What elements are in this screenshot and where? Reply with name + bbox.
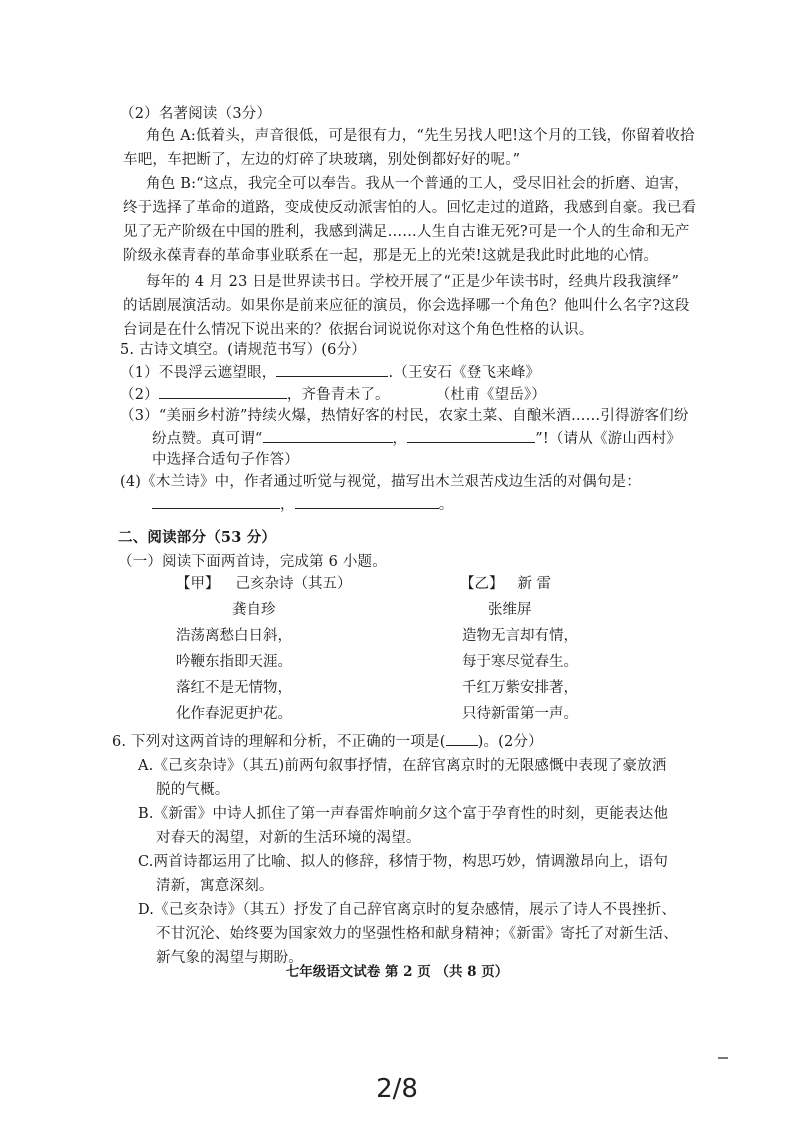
q6-option-b: B.《新雷》中诗人抓住了第一声春雷炸响前夕这个富于孕育性的时刻，更能表达他 [138, 806, 669, 822]
role-a-text: 车吧，车把断了，左边的灯碎了块玻璃，别处倒都好好的呢。” [123, 152, 521, 168]
question-prompt: 的话剧展演活动。如果你是前来应征的演员，你会选择哪一个角色？他叫什么名字?这段 [123, 298, 690, 314]
poem-b-title: 新 雷 [517, 576, 552, 592]
answer-blank[interactable] [276, 362, 388, 377]
q5-item2-source: （杜甫《望岳》） [435, 387, 547, 403]
q6-option-b: 对春天的渴望，对新的生活环境的渴望。 [156, 830, 421, 846]
answer-blank[interactable] [407, 428, 535, 443]
q5-item-3-line2 [152, 428, 681, 449]
q5-item4-sep: ， [280, 497, 295, 513]
poem-a-tag: 【甲】 [176, 576, 220, 592]
q6-stem-end: )。(2分） [477, 734, 543, 750]
scan-mark [718, 1057, 728, 1059]
q6-stem-text: 6. 下列对这两首诗的理解和分析，不正确的一项是( [112, 734, 446, 750]
poem-a-author: 龚自珍 [232, 602, 276, 618]
poem-a-line: 化作春泥更护花。 [176, 706, 292, 722]
poem-b-line: 每于寒尽觉春生。 [462, 654, 578, 670]
q5-item2-label: （2） [120, 387, 159, 403]
q5-item3-sep: ， [392, 431, 408, 447]
poem-a [176, 574, 352, 730]
q6-option-d: 新气象的渴望与期盼。 [156, 950, 303, 966]
q5-item1-source: .（王安石《登飞来峰》 [388, 365, 541, 381]
poem-a-title: 己亥杂诗（其五） [235, 576, 352, 592]
q5-item4-end: 。 [438, 497, 454, 513]
role-b-text: 见了无产阶级在中国的胜利，我感到满足……人生自古谁无死?可是一个人的生命和无产 [123, 224, 690, 240]
poem-b-header [460, 574, 578, 600]
poem-b-line: 造物无言却有情， [462, 628, 578, 644]
poem-a-line: 浩荡离愁白日斜， [176, 628, 292, 644]
answer-blank[interactable] [152, 494, 280, 509]
q6-option-c: 清新，寓意深刻。 [156, 878, 274, 894]
role-a-text: 角色 A:低着头，声音很低，可是很有力，“先生另找人吧!这个月的工钱，你留着收拾 [146, 128, 695, 144]
poem-b-author: 张维屏 [488, 602, 532, 618]
role-b-text: 阶级永葆青春的革命事业联系在一起，那是无上的光荣!这就是我此时此地的心情。 [123, 248, 659, 264]
poem-b-tag: 【乙】 [460, 576, 504, 592]
q5-item-3-text: 中选择合适句子作答） [152, 452, 299, 468]
answer-blank[interactable] [446, 733, 478, 746]
poem-b-line: 千红万紫安排著， [462, 680, 578, 696]
q6-option-a: 脱的气概。 [156, 782, 230, 798]
q5-item-4-text: (4)《木兰诗》中，作者通过听觉与视觉，描写出木兰艰苦戍边生活的对偶句是： [120, 474, 641, 490]
q6-option-c: C.两首诗都运用了比喻、拟人的修辞，移情于物，构思巧妙，情调激昂向上，语句 [138, 854, 669, 870]
exam-footer: 七年级语文试卷 第 2 页 （共 8 页） [285, 964, 509, 980]
answer-blank[interactable] [263, 428, 393, 443]
q5-item-1 [120, 362, 540, 383]
page-indicator: 2/8 [376, 1074, 418, 1104]
q6-stem [112, 732, 543, 752]
q6-option-d: 不甘沉沦、始终要为国家效力的坚强性格和献身精神；《新雷》寄托了对新生活、 [156, 926, 678, 942]
poem-b-line: 只待新雷第一声。 [462, 706, 578, 722]
poem-a-line: 吟鞭东指即天涯。 [176, 654, 292, 670]
q5-item1-text: （1）不畏浮云遮望眼， [120, 365, 277, 381]
role-b-text: 角色 B:“这点，我完全可以奉告。我从一个普通的工人，受尽旧社会的折磨、迫害， [146, 176, 689, 192]
poem-a-header [176, 574, 352, 600]
question-prompt: 台词是在什么情况下说出来的？依据台词说说你对这个角色性格的认识。 [123, 322, 594, 338]
q5-item-3-text: （3）“美丽乡村游”持续火爆，热情好客的村民，农家土菜、自酿米酒……引得游客们纷 [120, 408, 689, 424]
q5-item-2 [120, 384, 546, 405]
role-b-text: 终于选择了革命的道路，变成使反动派害怕的人。回忆走过的道路，我感到自豪。我已看 [123, 200, 697, 216]
question-prompt: 每年的 4 月 23 日是世界读书日。学校开展了“正是少年读书时，经典片段我演绎” [146, 274, 680, 290]
answer-blank[interactable] [295, 494, 439, 509]
q5-item-4-line2 [152, 494, 453, 515]
poem-a-line: 落红不是无情物， [176, 680, 292, 696]
q6-option-a: A.《己亥杂诗》（其五)前两句叙事抒情，在辞官离京时的无限感慨中表现了豪放洒 [138, 758, 667, 774]
q5-item3-end: ”!（请从《游山西村》 [535, 431, 682, 447]
answer-blank[interactable] [159, 384, 287, 399]
q5-item2-text: ，齐鲁青未了。 [286, 387, 390, 403]
reading-section-heading: 二、阅读部分（53 分） [118, 529, 277, 546]
section-heading-classic-reading: （2）名著阅读（3分） [120, 106, 272, 122]
q5-heading: 5. 古诗文填空。(请规范书写）(6分） [120, 342, 366, 358]
reading-part-1-instruction: （一）阅读下面两首诗，完成第 6 小题。 [118, 554, 387, 570]
q6-option-d: D.《己亥杂诗》（其五）抒发了自己辞官离京时的复杂感情，展示了诗人不畏挫折、 [138, 902, 677, 918]
poem-b [460, 574, 578, 730]
q5-item3-text: 纷点赞。真可谓“ [152, 431, 263, 447]
